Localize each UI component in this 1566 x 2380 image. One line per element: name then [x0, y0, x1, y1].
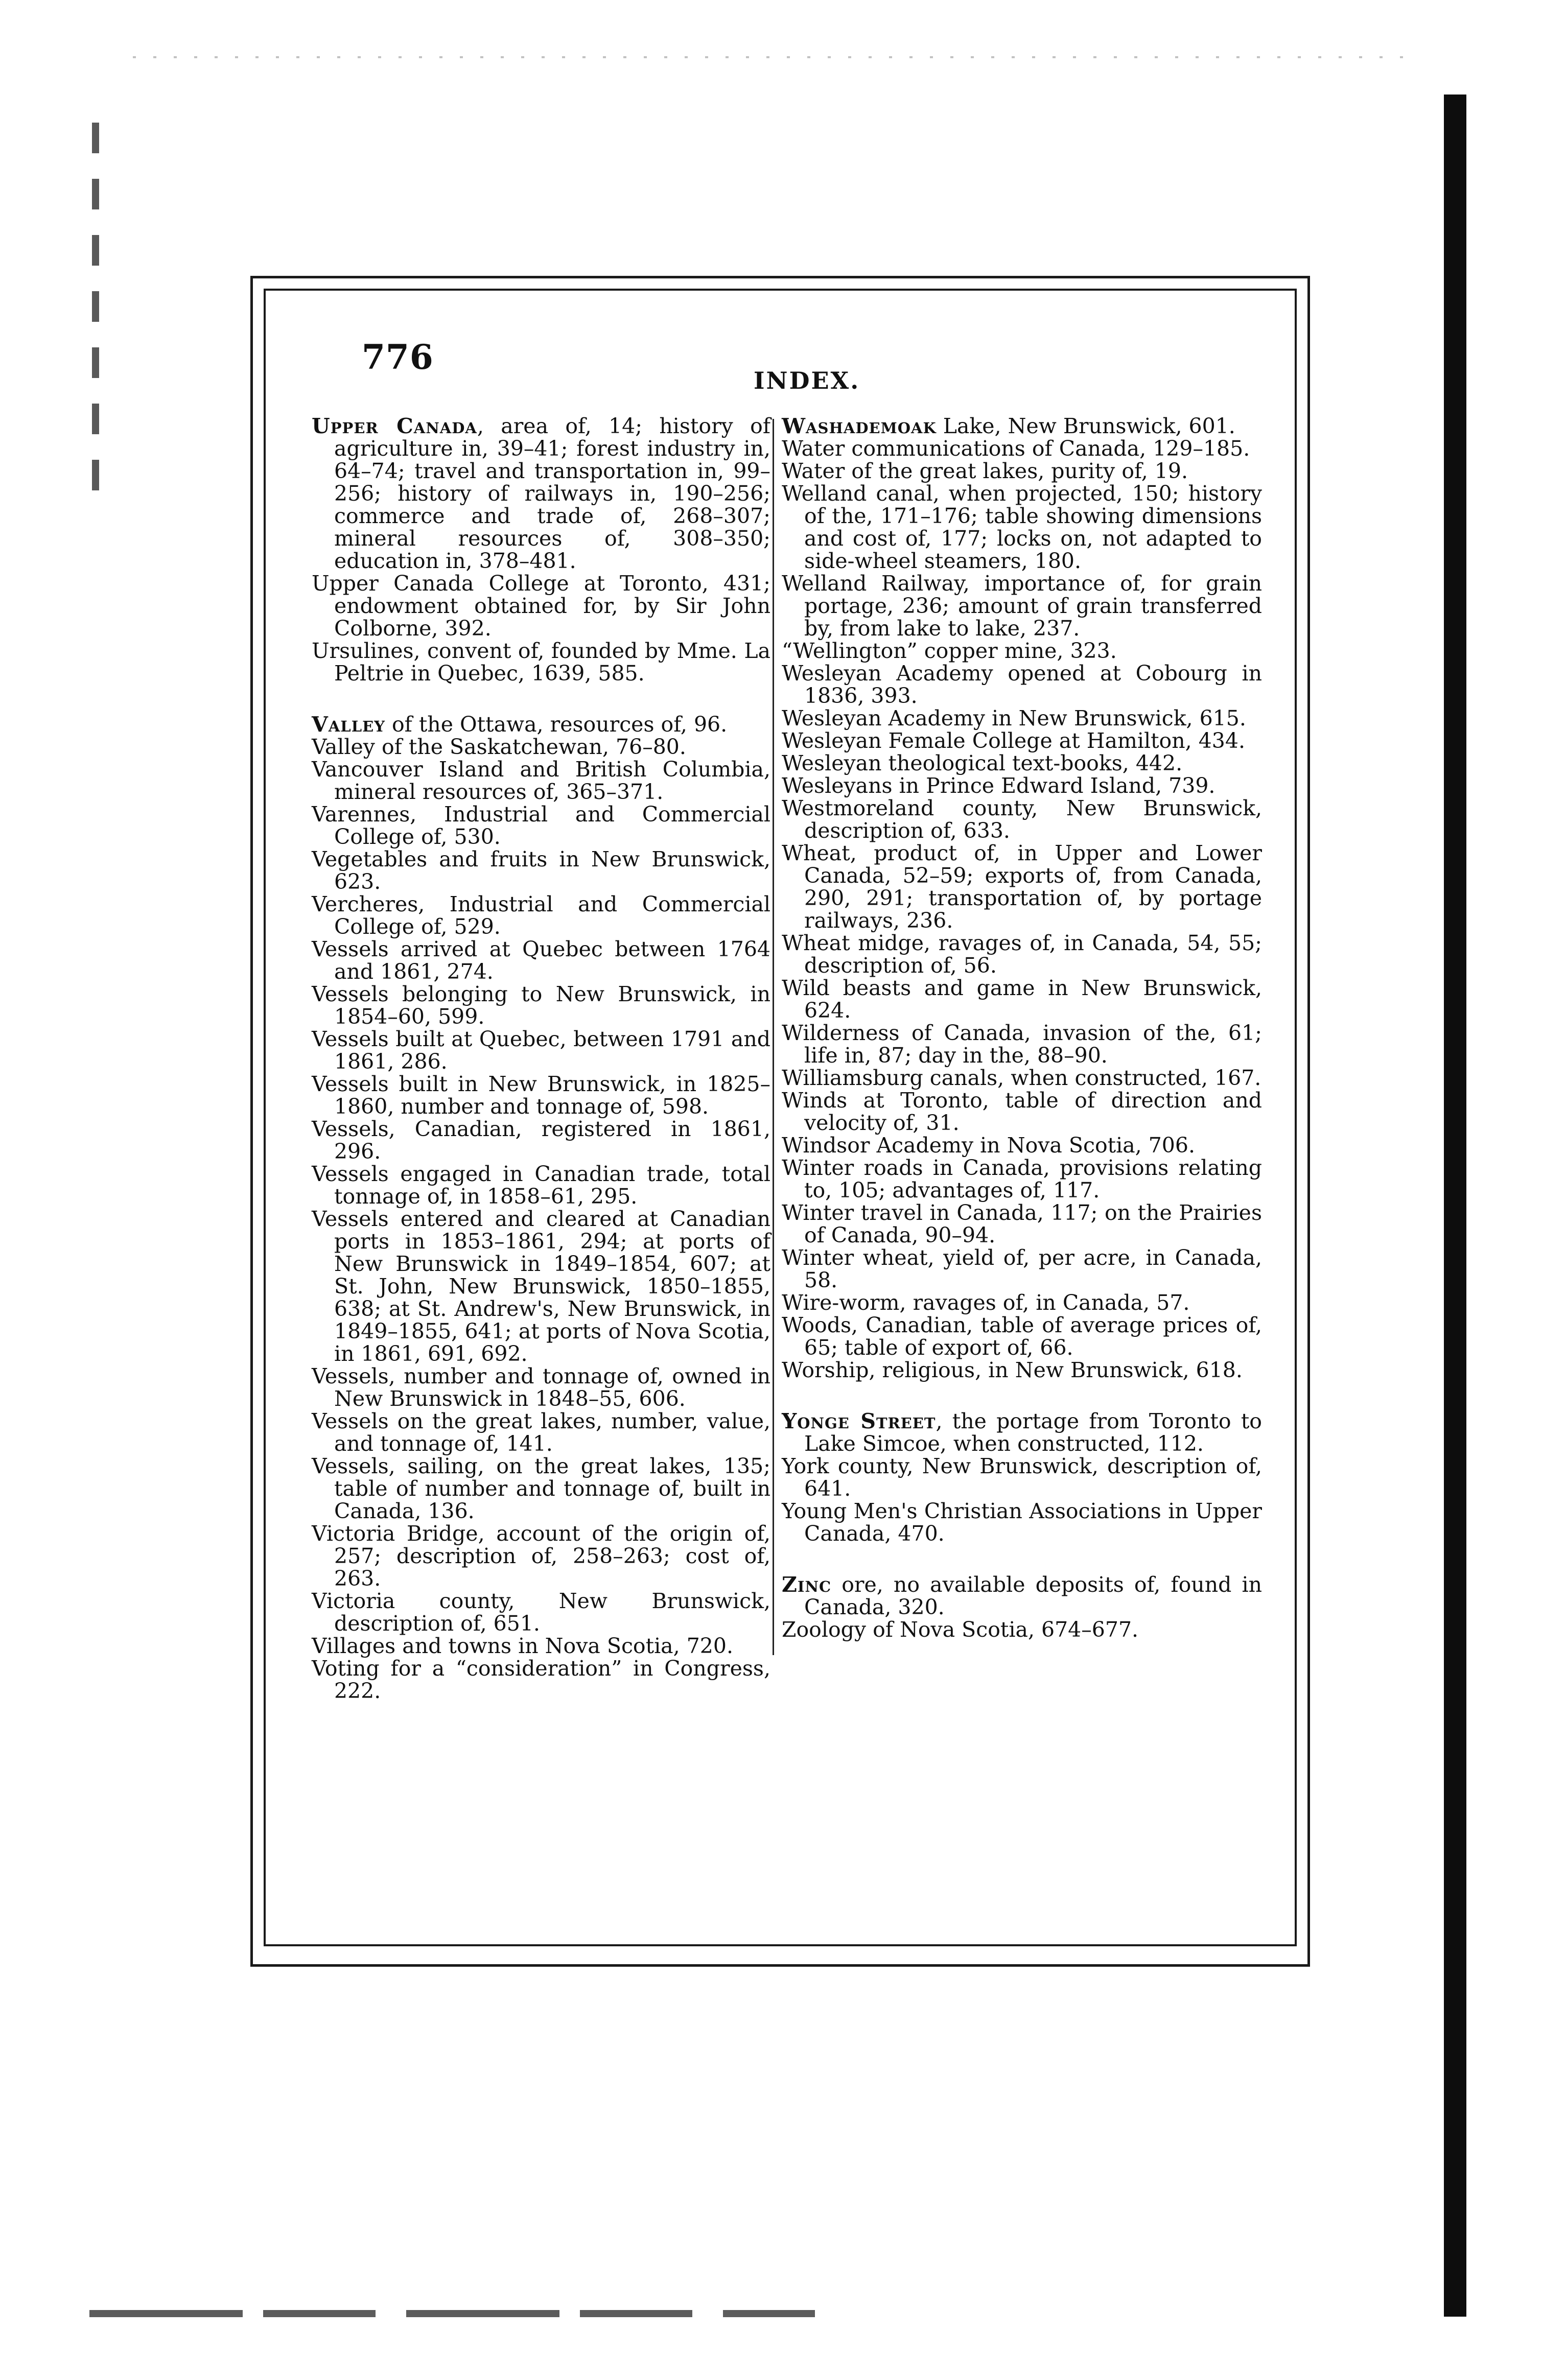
section-gap — [782, 1381, 1262, 1410]
index-entry — [782, 1089, 1262, 1134]
index-entry-text: Wesleyan Female College at Hamilton, 434. — [782, 728, 1245, 753]
index-entry-text: Wilderness of Canada, invasion of the, 61; life in, 87; day in the, 88–90. — [782, 1021, 1262, 1068]
index-entry-text: Wesleyan Academy in New Brunswick, 615. — [782, 706, 1246, 731]
index-entry-text: ore, no available deposits of, found in Canada, 320. — [804, 1572, 1262, 1619]
index-entry-text: “Wellington” copper mine, 323. — [782, 639, 1117, 663]
index-entry — [312, 1118, 770, 1163]
index-entry — [312, 1163, 770, 1208]
index-entry-text: , the portage from Toronto to Lake Simcoe, when constructed, 112. — [804, 1409, 1262, 1456]
index-entry — [312, 640, 770, 685]
index-entry — [782, 1455, 1262, 1500]
index-entry — [782, 640, 1262, 662]
index-entry-text: Young Men's Christian Associations in Upper Canada, 470. — [782, 1499, 1262, 1546]
index-entry-text: Vessels, number and tonnage of, owned in New Brunswick in 1848–55, 606. — [312, 1364, 770, 1411]
index-entry — [782, 1314, 1262, 1359]
index-entry-text: Wild beasts and game in New Brunswick, 624. — [782, 976, 1262, 1023]
index-entry-text: Voting for a “consideration” in Congress, 222. — [312, 1656, 770, 1703]
index-entry-text: Winter roads in Canada, provisions relating to, 105; advantages of, 117. — [782, 1156, 1262, 1203]
index-entry-text: Winter travel in Canada, 117; on the Prairies of Canada, 90–94. — [782, 1200, 1262, 1247]
index-entry-text: Lake, New Brunswick, 601. — [936, 414, 1235, 438]
index-entry-text: Varennes, Industrial and Commercial College of, 530. — [312, 802, 770, 849]
index-entry — [782, 797, 1262, 842]
index-entry-text: Zoology of Nova Scotia, 674–677. — [782, 1617, 1139, 1642]
index-column-right — [782, 415, 1262, 1641]
index-entry — [312, 1657, 770, 1702]
index-entry — [312, 713, 770, 736]
index-entry — [312, 1522, 770, 1590]
index-entry — [782, 1359, 1262, 1381]
index-entry — [312, 893, 770, 938]
index-entry — [782, 1618, 1262, 1641]
page-number: 776 — [362, 337, 434, 377]
index-entry-lead: Zinc — [782, 1572, 832, 1597]
index-entry — [312, 1410, 770, 1455]
index-entry-text: Victoria county, New Brunswick, description of, 651. — [312, 1589, 770, 1636]
index-entry-lead: Valley — [312, 712, 385, 737]
index-entry-text: Ursulines, convent of, founded by Mme. La Peltrie in Quebec, 1639, 585. — [312, 639, 770, 686]
index-entry — [782, 437, 1262, 460]
index-entry-text: Vercheres, Industrial and Commercial College of, 529. — [312, 892, 770, 939]
index-entry — [782, 1201, 1262, 1246]
index-entry — [312, 1455, 770, 1522]
index-entry — [782, 1067, 1262, 1089]
index-entry-text: Woods, Canadian, table of average prices of, 65; table of export of, 66. — [782, 1313, 1262, 1360]
index-entry-text: Valley of the Saskatchewan, 76–80. — [312, 735, 686, 759]
index-entry-text: Water of the great lakes, purity of, 19. — [782, 459, 1188, 483]
index-entry-text: Vessels arrived at Quebec between 1764 and 1861, 274. — [312, 937, 770, 984]
index-entry-text: Wesleyan Academy opened at Cobourg in 1836, 393. — [782, 661, 1262, 708]
index-entry — [782, 1022, 1262, 1067]
index-entry — [312, 983, 770, 1028]
index-entry — [312, 1208, 770, 1365]
index-entry-text: Water communications of Canada, 129–185. — [782, 436, 1250, 461]
index-column-left — [312, 415, 770, 1702]
index-entry — [312, 938, 770, 983]
index-entry-text: , area of, 14; history of agriculture in, 39–41; forest industry in, 64–74; travel and transportation in, 99–256; history of railways in, 190–256; commerce and trade of, 268–307; mineral resources of, 308–350; education in, 378–481. — [334, 414, 771, 573]
index-entry — [782, 1291, 1262, 1314]
index-entry-text: Vegetables and fruits in New Brunswick, 623. — [312, 847, 770, 894]
index-entry — [782, 460, 1262, 482]
index-entry — [782, 482, 1262, 572]
index-entry — [782, 842, 1262, 932]
index-entry-text: Vessels built in New Brunswick, in 1825–1860, number and tonnage of, 598. — [312, 1072, 770, 1119]
index-entry — [782, 1410, 1262, 1455]
index-entry — [312, 1635, 770, 1657]
index-entry-text: Vessels belonging to New Brunswick, in 1854–60, 599. — [312, 982, 770, 1029]
index-entry-text: Victoria Bridge, account of the origin of, 257; description of, 258–263; cost of, 263. — [312, 1521, 770, 1591]
index-entry-text: Williamsburg canals, when constructed, 167. — [782, 1066, 1261, 1090]
index-entry-text: Vessels built at Quebec, between 1791 and 1861, 286. — [312, 1027, 770, 1074]
index-entry — [782, 415, 1262, 437]
index-entry — [782, 1573, 1262, 1618]
index-entry-text: Welland canal, when projected, 150; history of the, 171–176; table showing dimensions and cost of, 177; locks on, not adapted to side-wheel steamers, 180. — [782, 481, 1262, 573]
index-entry-text: Wheat midge, ravages of, in Canada, 54, 55; description of, 56. — [782, 931, 1262, 978]
section-gap — [782, 1545, 1262, 1573]
scan-edge-left — [92, 123, 99, 490]
index-entry — [312, 1028, 770, 1073]
index-entry-text: Vancouver Island and British Columbia, mineral resources of, 365–371. — [312, 757, 770, 804]
index-entry-text: of the Ottawa, resources of, 96. — [385, 712, 728, 737]
index-entry-text: Winds at Toronto, table of direction and velocity of, 31. — [782, 1088, 1262, 1135]
index-entry — [312, 1073, 770, 1118]
index-entry-lead: Yonge Street — [782, 1409, 936, 1433]
index-entry — [312, 803, 770, 848]
index-entry-text: Villages and towns in Nova Scotia, 720. — [312, 1634, 733, 1658]
index-entry — [782, 729, 1262, 752]
index-entry — [312, 1365, 770, 1410]
scan-edge-bottom — [89, 2310, 815, 2317]
running-head: INDEX. — [754, 367, 860, 394]
index-entry-text: Upper Canada College at Toronto, 431; endowment obtained for, by Sir John Colborne, 392. — [312, 571, 770, 641]
index-entry — [782, 1134, 1262, 1157]
index-entry — [312, 758, 770, 803]
index-entry — [782, 572, 1262, 640]
section-gap — [312, 685, 770, 713]
index-entry — [782, 977, 1262, 1022]
index-entry-text: Vessels engaged in Canadian trade, total tonnage of, in 1858–61, 295. — [312, 1162, 770, 1209]
index-entry — [312, 1590, 770, 1635]
index-entry-text: Windsor Academy in Nova Scotia, 706. — [782, 1133, 1196, 1158]
index-entry-text: Vessels entered and cleared at Canadian ports in 1853–1861, 294; at ports of New Brunswick in 1849–1854, 607; at St. John, New Brunswick, 1850–1855, 638; at St. Andrew's, New Brunswick, in 1849–1855, 641; at ports of Nova Scotia, in 1861, 691, 692. — [312, 1207, 770, 1366]
scan-edge-right — [1444, 95, 1466, 2317]
index-entry — [782, 1246, 1262, 1291]
index-entry-text: Vessels, Canadian, registered in 1861, 296. — [312, 1117, 770, 1164]
index-entry-text: Winter wheat, yield of, per acre, in Canada, 58. — [782, 1245, 1262, 1292]
index-entry-text: Welland Railway, importance of, for grain portage, 236; amount of grain transferred by, from lake to lake, 237. — [782, 571, 1262, 641]
index-entry-text: Vessels on the great lakes, number, value, and tonnage of, 141. — [312, 1409, 770, 1456]
index-entry — [782, 774, 1262, 797]
index-entry-text: Wheat, product of, in Upper and Lower Canada, 52–59; exports of, from Canada, 290, 291; transportation of, by portage railways, 236. — [782, 841, 1262, 933]
index-entry-text: Westmoreland county, New Brunswick, description of, 633. — [782, 796, 1262, 843]
index-entry-text: Wesleyan theological text-books, 442. — [782, 751, 1183, 775]
index-entry — [312, 736, 770, 758]
index-entry-text: Wire-worm, ravages of, in Canada, 57. — [782, 1290, 1190, 1315]
index-entry — [782, 752, 1262, 774]
index-entry-lead: Upper Canada — [312, 414, 477, 438]
index-entry-text: Worship, religious, in New Brunswick, 618. — [782, 1358, 1243, 1382]
index-entry — [312, 415, 770, 572]
index-entry — [782, 1157, 1262, 1201]
index-entry-lead: Washademoak — [782, 414, 937, 438]
index-entry — [782, 707, 1262, 729]
index-entry — [782, 1500, 1262, 1545]
column-rule — [773, 419, 774, 1655]
index-entry — [312, 848, 770, 893]
index-entry — [782, 932, 1262, 977]
index-entry-text: Vessels, sailing, on the great lakes, 135; table of number and tonnage of, built in Canada, 136. — [312, 1454, 770, 1523]
index-entry-text: Wesleyans in Prince Edward Island, 739. — [782, 773, 1216, 798]
index-entry — [312, 572, 770, 640]
index-entry-text: York county, New Brunswick, description of, 641. — [782, 1454, 1262, 1501]
scan-noise-top — [133, 56, 1410, 58]
index-entry — [782, 662, 1262, 707]
